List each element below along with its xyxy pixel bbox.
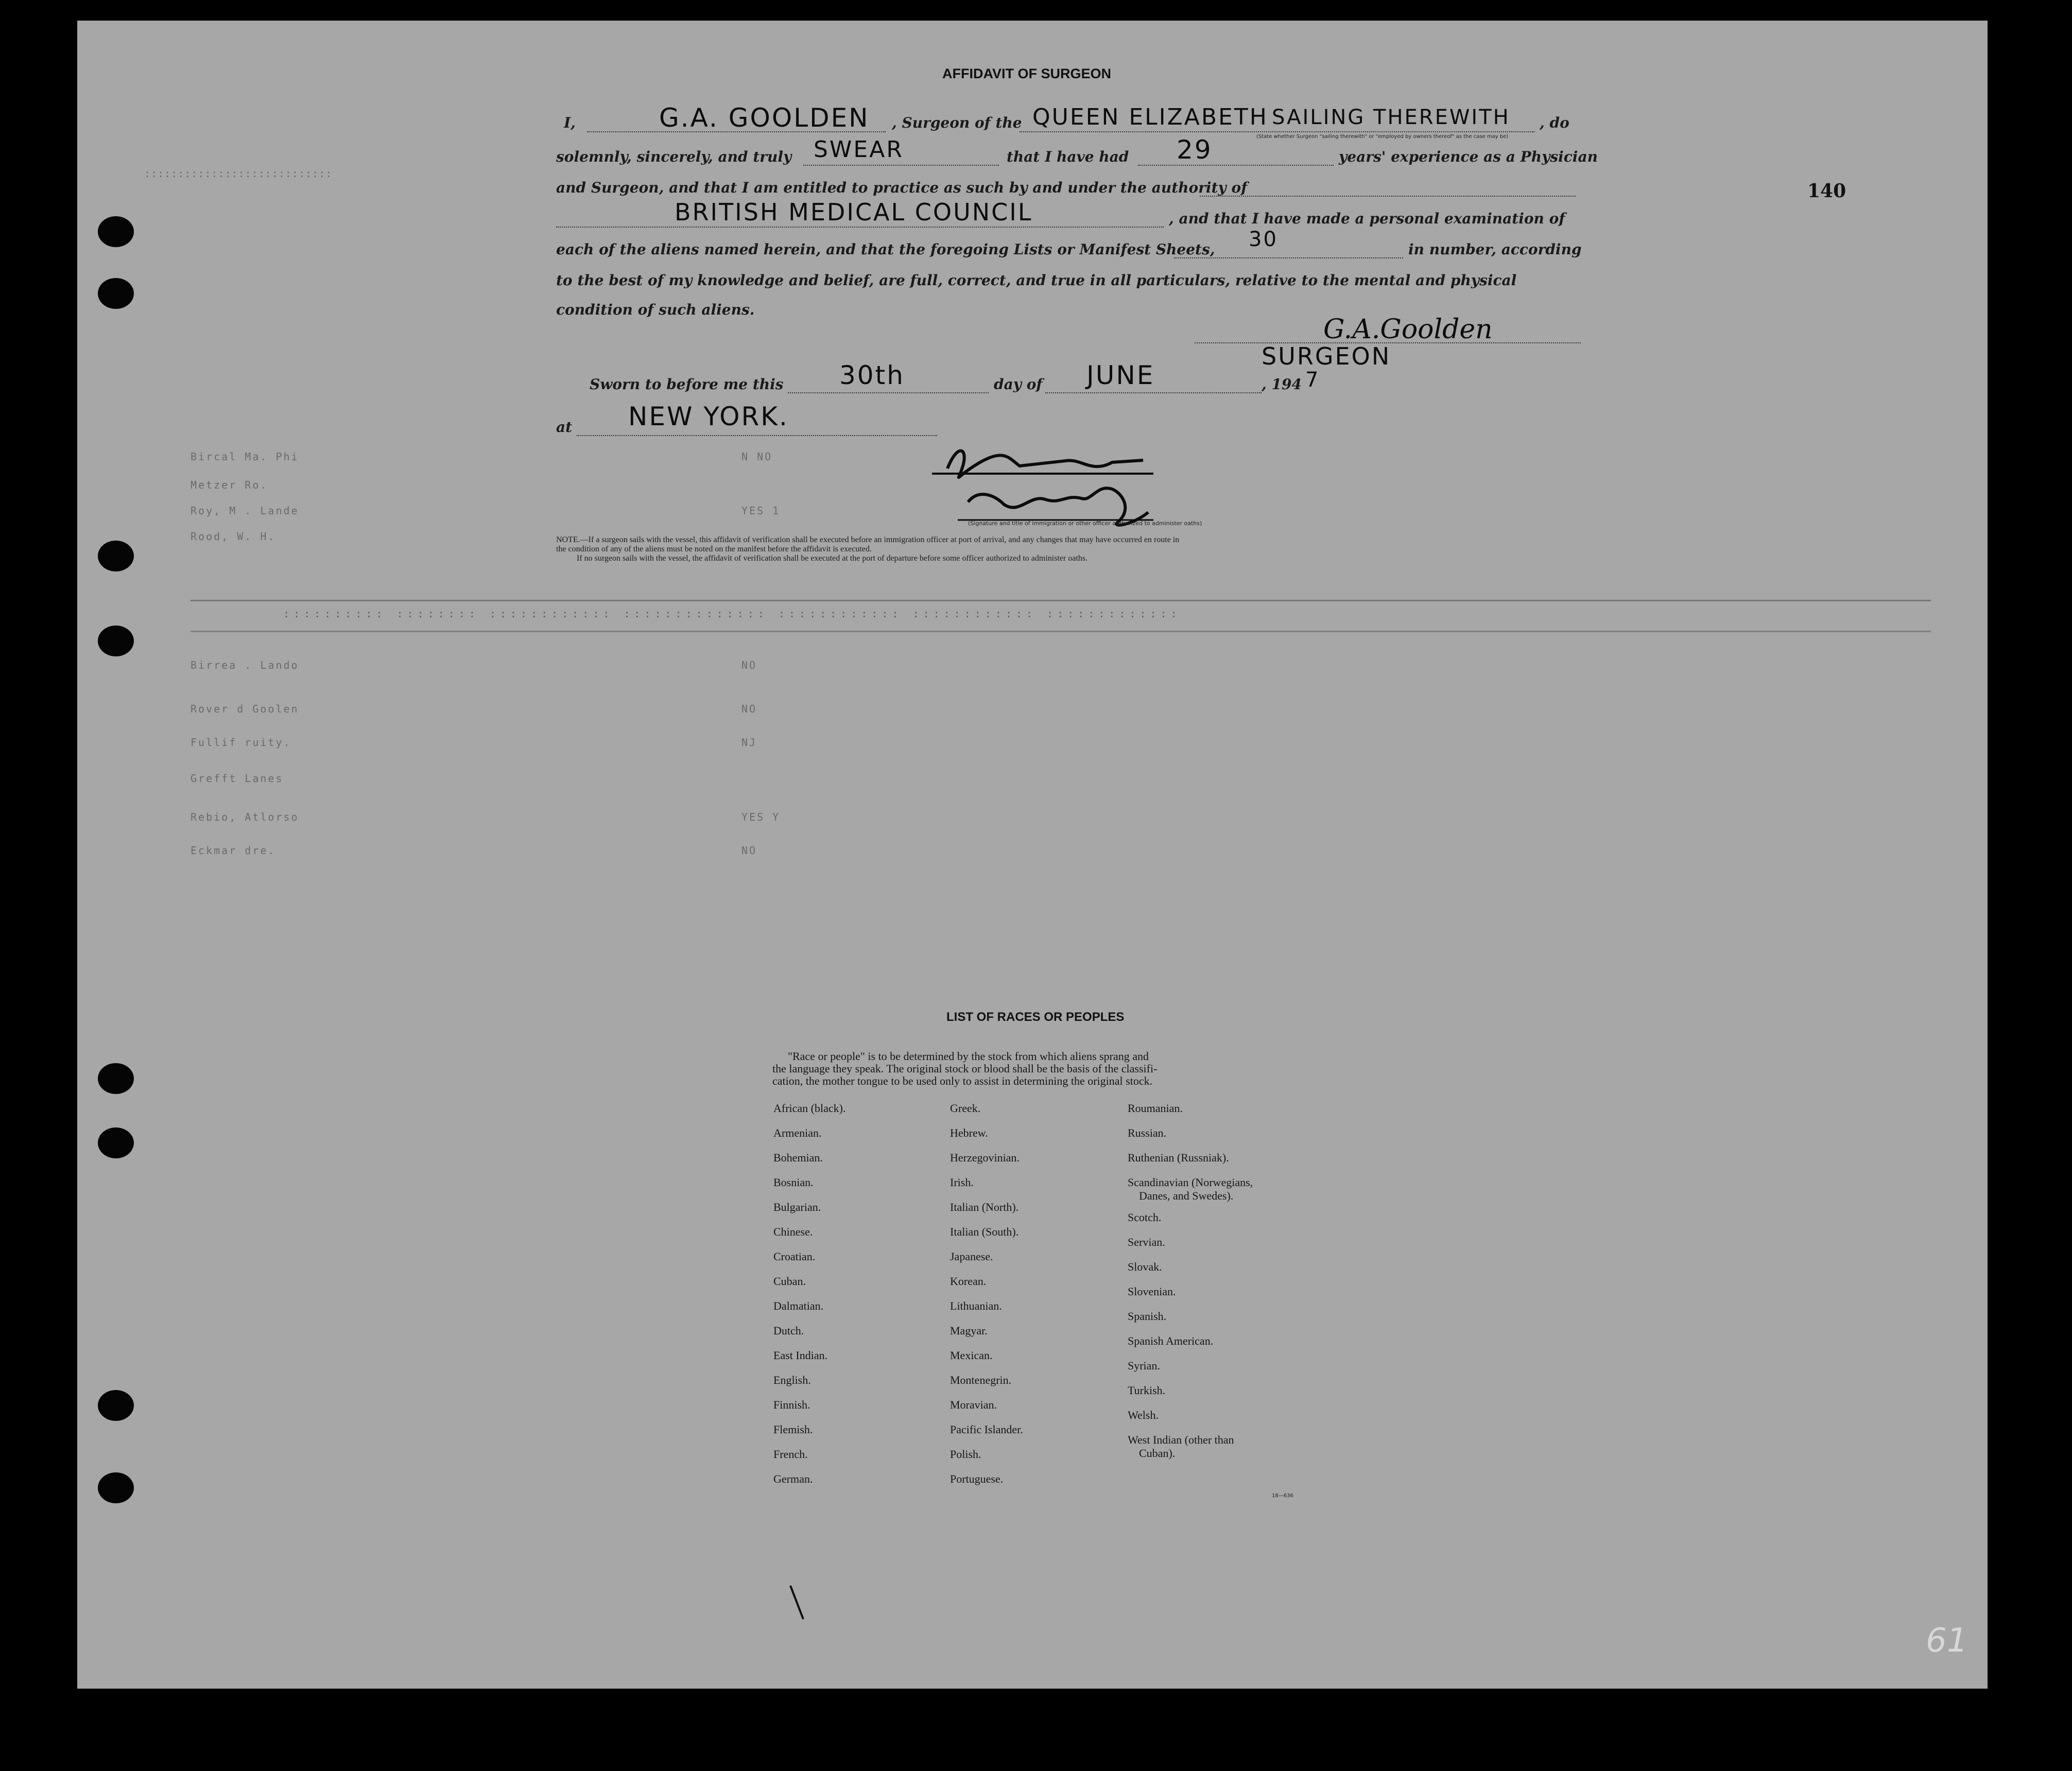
punch-hole — [98, 1063, 134, 1094]
affidavit-text: , and that I have made a personal examination of — [1169, 210, 1565, 227]
stray-mark — [788, 1583, 808, 1624]
bleed-through-text: YES 1 — [741, 505, 781, 517]
races-column-1 — [773, 1102, 845, 1497]
bleed-through-text: Rebio, Atlorso — [191, 811, 299, 823]
surgeon-name-handwritten: G.A. GOOLDEN — [659, 103, 870, 133]
bleed-through-text: :::::::::::::::::::::::::::: — [144, 167, 333, 180]
blank-line — [803, 165, 999, 166]
affidavit-text: each of the aliens named herein, and that the foregoing Lists or Manifest Sheets, — [556, 241, 1215, 258]
race-item: English. — [773, 1374, 811, 1386]
sheets-handwritten: 30 — [1249, 228, 1278, 251]
note-line: NOTE.—If a surgeon sails with the vessel, this affidavit of verification shall be executed before an immigration officer at port of arrival, and any changes that may have occurred en route in — [556, 535, 1180, 544]
affidavit-text: at — [556, 419, 573, 436]
affidavit-text: to the best of my knowledge and belief, are full, correct, and true in all particulars, relative to the mental and physical — [556, 272, 1517, 289]
surgeon-label-handwritten: SURGEON — [1262, 342, 1391, 370]
bleed-through-text: Eckmar dre. — [191, 844, 276, 857]
race-item: Bohemian. — [773, 1151, 823, 1164]
race-item: African (black). — [773, 1102, 846, 1115]
bleed-through-text: Metzer Ro. — [191, 479, 268, 491]
bleed-through-text: Grefft Lanes — [191, 772, 284, 785]
race-item: Korean. — [950, 1275, 987, 1288]
race-item: Turkish. — [1128, 1384, 1166, 1397]
day-handwritten: 30th — [839, 360, 905, 390]
bleed-through-text: NO — [741, 659, 757, 671]
blank-line — [1045, 392, 1262, 393]
note-line: the condition of any of the aliens must be noted on the manifest before the affidavit is executed. — [556, 545, 872, 553]
race-item: Spanish. — [1128, 1310, 1167, 1323]
blank-line — [788, 392, 989, 393]
race-item: Irish. — [950, 1176, 974, 1189]
vessel-handwritten: QUEEN ELIZABETH — [1032, 104, 1268, 130]
race-item: Servian. — [1128, 1236, 1165, 1248]
state-note: (State whether Surgeon "sailing therewith" or "employed by owners thereof" as the case may be) — [1256, 134, 1509, 140]
surgeon-signature: G.A.Goolden — [1323, 314, 1493, 345]
blank-line — [1138, 165, 1334, 166]
affidavit-text: , Surgeon of the — [892, 114, 1022, 131]
race-item: Cuban. — [773, 1275, 806, 1288]
race-item: Scotch. — [1128, 1211, 1162, 1224]
race-item: Armenian. — [773, 1126, 822, 1139]
race-item: Welsh. — [1128, 1409, 1159, 1421]
races-intro: the language they speak. The original stock or blood shall be the basis of the classifi- — [772, 1062, 1158, 1075]
blank-line — [1200, 196, 1576, 197]
bleed-through-text: NO — [741, 844, 757, 857]
punch-hole — [98, 278, 134, 309]
affidavit-text: in number, according — [1408, 241, 1582, 258]
punch-hole — [98, 1127, 134, 1158]
race-item: Spanish American. — [1128, 1334, 1214, 1347]
race-item: West Indian (other than — [1128, 1433, 1234, 1446]
affidavit-text: , 194 — [1262, 376, 1302, 393]
race-item: Cuban). — [1139, 1447, 1176, 1460]
authority-handwritten: BRITISH MEDICAL COUNCIL — [675, 198, 1033, 226]
punch-hole — [98, 1390, 134, 1421]
bleed-through-text: NJ — [741, 736, 757, 749]
years-handwritten: 29 — [1177, 135, 1213, 165]
affidavit-text: years' experience as a Physician — [1339, 148, 1598, 165]
oath-handwritten: SWEAR — [814, 136, 904, 163]
race-item: Bulgarian. — [773, 1201, 821, 1213]
year-digit-handwritten: 7 — [1305, 368, 1320, 392]
race-item: Dutch. — [773, 1324, 804, 1337]
folio-number: 61 — [1926, 1622, 1968, 1660]
affidavit-text: day of — [994, 376, 1043, 393]
punch-hole — [98, 626, 134, 656]
race-item: Dalmatian. — [773, 1299, 824, 1312]
race-item: East Indian. — [773, 1349, 828, 1362]
form-code: 18—636 — [1272, 1493, 1293, 1499]
races-intro: "Race or people" is to be determined by the stock from which aliens sprang and — [788, 1050, 1149, 1063]
race-item: Japanese. — [950, 1250, 993, 1263]
races-column-2 — [950, 1102, 1023, 1497]
place-handwritten: NEW YORK. — [628, 402, 789, 431]
punch-hole — [98, 541, 134, 571]
bleed-through-rule — [191, 631, 1931, 632]
affidavit-text: and Surgeon, and that I am entitled to practice as such by and under the authority of — [556, 179, 1248, 196]
race-item: Herzegovinian. — [950, 1151, 1020, 1164]
punch-hole — [98, 1472, 134, 1503]
race-item: Mexican. — [950, 1349, 993, 1362]
race-item: Pacific Islander. — [950, 1423, 1023, 1436]
race-item: Montenegrin. — [950, 1374, 1012, 1386]
blank-line — [1174, 257, 1403, 258]
race-item: Hebrew. — [950, 1126, 988, 1139]
month-handwritten: JUNE — [1086, 360, 1155, 390]
bleed-through-rule — [191, 600, 1931, 601]
note-line: If no surgeon sails with the vessel, the affidavit of verification shall be executed at the port of departure before some officer authorized to administer oaths. — [577, 554, 1088, 563]
race-item: German. — [773, 1472, 813, 1485]
race-item: Ruthenian (Russniak). — [1128, 1151, 1229, 1164]
official-caption: (Signature and title of immigration or other officer authorized to administer oaths) — [968, 520, 1202, 527]
race-item: Moravian. — [950, 1398, 997, 1411]
bleed-through-text: N NO — [741, 450, 773, 463]
bleed-through-text: :::::::::: :::::::: :::::::::::: :::::::::::::: :::::::::::: :::::::::::: ::::::::::::: — [283, 607, 1181, 620]
bleed-through-text: Rover d Goolen — [191, 703, 299, 715]
affidavit-text: Sworn to before me this — [590, 376, 784, 393]
race-item: Danes, and Swedes). — [1139, 1189, 1234, 1202]
blank-line — [1020, 131, 1534, 132]
affidavit-text: I, — [564, 114, 576, 131]
affidavit-text: , do — [1540, 114, 1569, 131]
race-item: Portuguese. — [950, 1472, 1004, 1485]
race-item: Scandinavian (Norwegians, — [1128, 1176, 1253, 1189]
race-item: Finnish. — [773, 1398, 810, 1411]
sailing-handwritten: SAILING THEREWITH — [1272, 106, 1510, 129]
race-item: Slovenian. — [1128, 1285, 1176, 1298]
races-intro: cation, the mother tongue to be used only to assist in determining the original stock. — [772, 1074, 1153, 1087]
race-item: Italian (South). — [950, 1225, 1019, 1238]
races-column-3 — [1128, 1102, 1253, 1471]
affidavit-text: that I have had — [1007, 148, 1129, 165]
bleed-through-text: YES Y — [741, 811, 781, 823]
bleed-through-text: Rood, W. H. — [191, 530, 276, 543]
race-item: Flemish. — [773, 1423, 813, 1436]
race-item: Syrian. — [1128, 1359, 1160, 1372]
race-item: French. — [773, 1448, 808, 1461]
document-page — [77, 21, 1988, 1689]
race-item: Roumanian. — [1128, 1102, 1183, 1115]
bleed-through-text: NO — [741, 703, 757, 715]
race-item: Polish. — [950, 1448, 981, 1461]
bleed-through-text: Fullif ruity. — [191, 736, 291, 749]
bleed-through-text: Bircal Ma. Phi — [191, 450, 299, 463]
affidavit-title: AFFIDAVIT OF SURGEON — [942, 66, 1111, 81]
race-item: Bosnian. — [773, 1176, 814, 1189]
affidavit-text: condition of such aliens. — [556, 301, 755, 318]
race-item: Russian. — [1128, 1126, 1167, 1139]
race-item: Magyar. — [950, 1324, 988, 1337]
race-item: Greek. — [950, 1102, 981, 1115]
race-item: Slovak. — [1128, 1260, 1162, 1273]
blank-line — [556, 227, 1164, 228]
bleed-through-text: Roy, M . Lande — [191, 505, 299, 517]
affidavit-text: solemnly, sincerely, and truly — [556, 148, 792, 165]
bleed-through-text: Birrea . Lando — [191, 659, 299, 671]
blank-line — [577, 435, 937, 436]
race-item: Lithuanian. — [950, 1299, 1002, 1312]
page-number: 140 — [1807, 180, 1846, 202]
race-item: Croatian. — [773, 1250, 816, 1263]
punch-hole — [98, 216, 134, 247]
races-title: LIST OF RACES OR PEOPLES — [946, 1010, 1125, 1024]
race-item: Italian (North). — [950, 1201, 1019, 1213]
race-item: Chinese. — [773, 1225, 813, 1238]
